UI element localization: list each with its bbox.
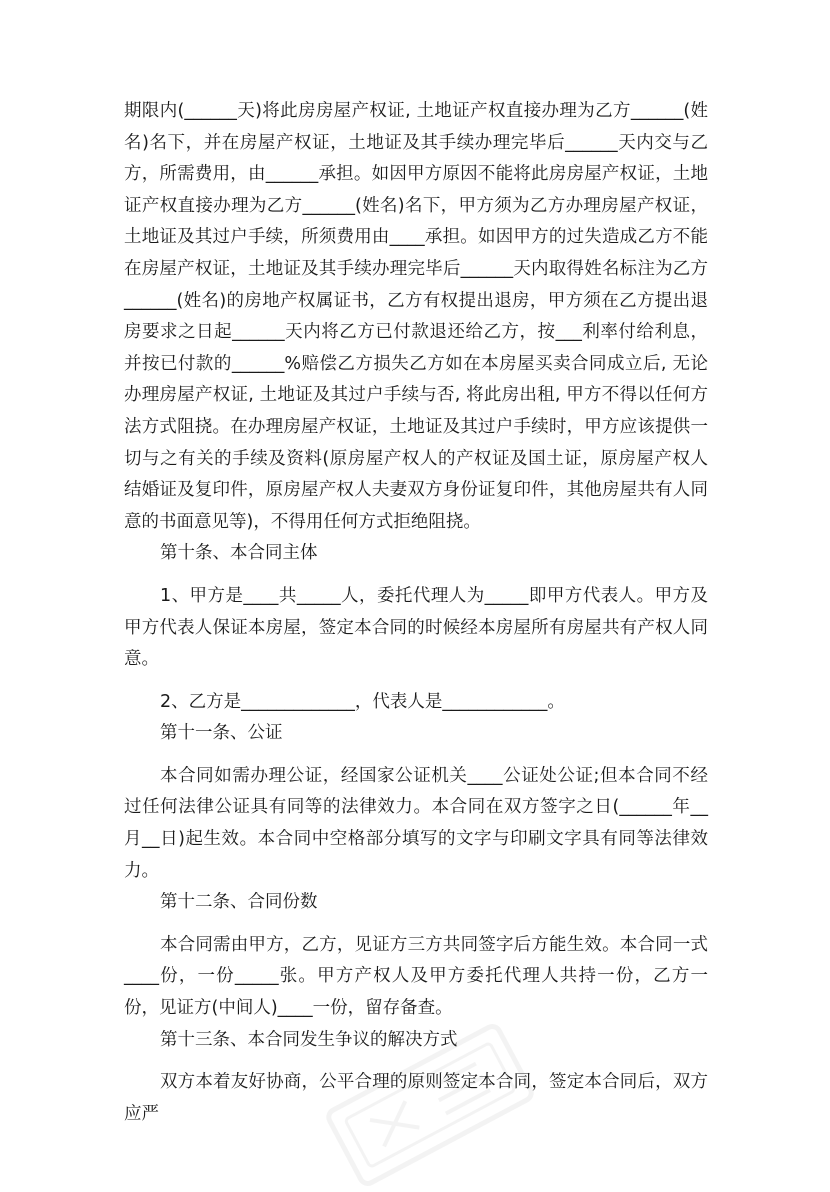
paragraph-article-10-item-2: 2、乙方是_____________，代表人是____________。: [160, 691, 565, 712]
document-body: [124, 96, 708, 1130]
heading-article-10: 第十条、本合同主体: [160, 543, 318, 564]
heading-article-11: 第十一条、公证: [160, 723, 283, 744]
paragraph-article-11: 本合同如需办理公证，经国家公证机关____公证处公证;但本合同不经过任何法律公证具有同等的法律效力。本合同在双方签字之日(______年__月__日)起生效。本合同中空格部分填写的文字与印刷文字具有同等法律效力。: [124, 765, 708, 881]
heading-article-12: 第十二条、合同份数: [160, 892, 318, 913]
paragraph-continuation: 期限内(______天)将此房房屋产权证, 土地证产权直接办理为乙方______(姓名)名下，并在房屋产权证，土地证及其手续办理完毕后______天内交与乙方，所需费用，由______承担。如因甲方原因不能将此房房屋产权证，土地证产权直接办理为乙方______(姓名)名下，甲方须为乙方办理房屋产权证，土地证及其过户手续，所须费用由____承担。如因甲方的过失造成乙方不能在房屋产权证，土地证及其手续办理完毕后______天内取得姓名标注为乙方______(姓名)的房地产权属证书，乙方有权提出退房，甲方须在乙方提出退房要求之日起______天内将乙方已付款退还给乙方，按___利率付给利息，并按已付款的______%赔偿乙方损失乙方如在本房屋买卖合同成立后, 无论办理房屋产权证, 土地证及其过户手续与否, 将此房出租, 甲方不得以任何方法方式阻挠。在办理房屋产权证，土地证及其过户手续时，甲方应该提供一切与之有关的手续及资料(原房屋产权人的产权证及国土证，原房屋产权人结婚证及复印件，原房屋产权人夫妻双方身份证复印件，其他房屋共有人同意的书面意见等)，不得用任何方式拒绝阻挠。: [124, 101, 708, 532]
heading-article-13: 第十三条、本合同发生争议的解决方式: [160, 1029, 458, 1050]
paragraph-article-13: 双方本着友好协商，公平合理的原则签定本合同，签定本合同后，双方应严: [124, 1072, 708, 1124]
paragraph-article-10-item-1: 1、甲方是____共_____人，委托代理人为_____即甲方代表人。甲方及甲方代表人保证本房屋，签定本合同的时候经本房屋所有房屋共有产权人同意。: [124, 585, 708, 670]
paragraph-article-12: 本合同需由甲方，乙方，见证方三方共同签字后方能生效。本合同一式____份，一份_____张。甲方产权人及甲方委托代理人共持一份，乙方一份，见证方(中间人)____一份，留存备查。: [124, 934, 708, 1019]
